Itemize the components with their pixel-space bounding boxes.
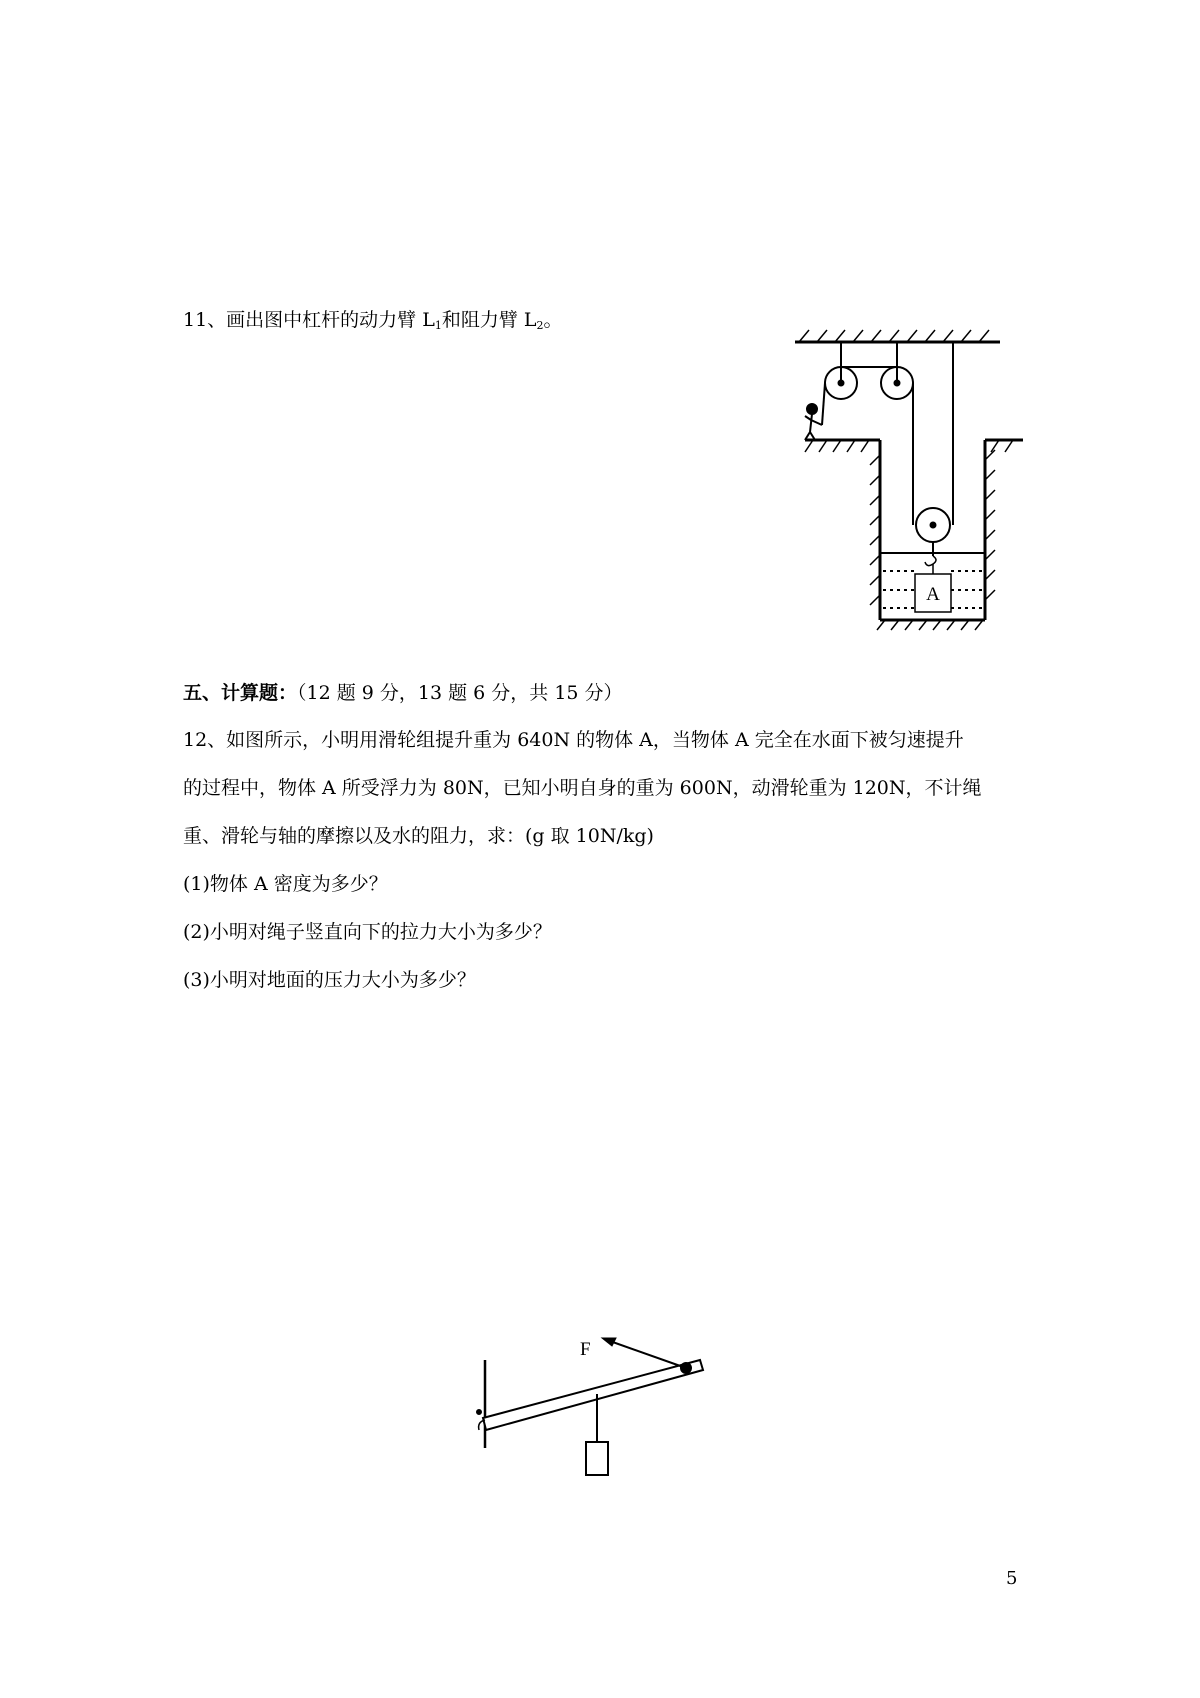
q11-sub2: 2 <box>536 319 544 332</box>
pulley-figure <box>785 320 1025 690</box>
q12-line-2: 的过程中，物体 A 所受浮力为 80N，已知小明自身的重为 600N，动滑轮重为 120N，不计绳 <box>183 777 982 799</box>
q11-mid: 和阻力臂 L <box>441 309 537 331</box>
q11-sub1: 1 <box>434 319 442 332</box>
hanging-weight <box>586 1442 608 1475</box>
rope-to-man <box>822 383 825 425</box>
force-label: F <box>580 1339 591 1360</box>
block-a-label: A <box>926 584 940 605</box>
q12-subquestion-1: (1)物体 A 密度为多少？ <box>183 873 388 895</box>
q11-prefix: 11、画出图中杠杆的动力臂 L <box>183 309 435 331</box>
section-five-heading <box>183 681 623 705</box>
q12-line-1: 12、如图所示，小明用滑轮组提升重为 640N 的物体 A，当物体 A 完全在水面下被匀速提升 <box>183 729 964 751</box>
q11-suffix: 。 <box>543 309 563 331</box>
q11-text <box>183 308 563 338</box>
q12-subquestion-3: (3)小明对地面的压力大小为多少？ <box>183 969 476 991</box>
man-figure <box>805 404 822 440</box>
force-arrowhead <box>602 1338 616 1346</box>
section-five-title: 五、计算题： <box>183 682 298 704</box>
lever-figure <box>465 1290 745 1480</box>
page-number: 5 <box>1006 1568 1018 1589</box>
hinge <box>477 1410 481 1414</box>
lever-bar <box>483 1360 703 1430</box>
q12-line-3: 重、滑轮与轴的摩擦以及水的阻力，求：(g 取 10N/kg) <box>183 825 654 847</box>
q12-subquestion-2: (2)小明对绳子竖直向下的拉力大小为多少？ <box>183 921 552 943</box>
ceiling-hatch <box>799 330 989 342</box>
hook <box>925 556 936 566</box>
force-arrow <box>607 1340 686 1368</box>
section-five-note: （12 题 9 分，13 题 6 分，共 15 分） <box>297 682 623 704</box>
